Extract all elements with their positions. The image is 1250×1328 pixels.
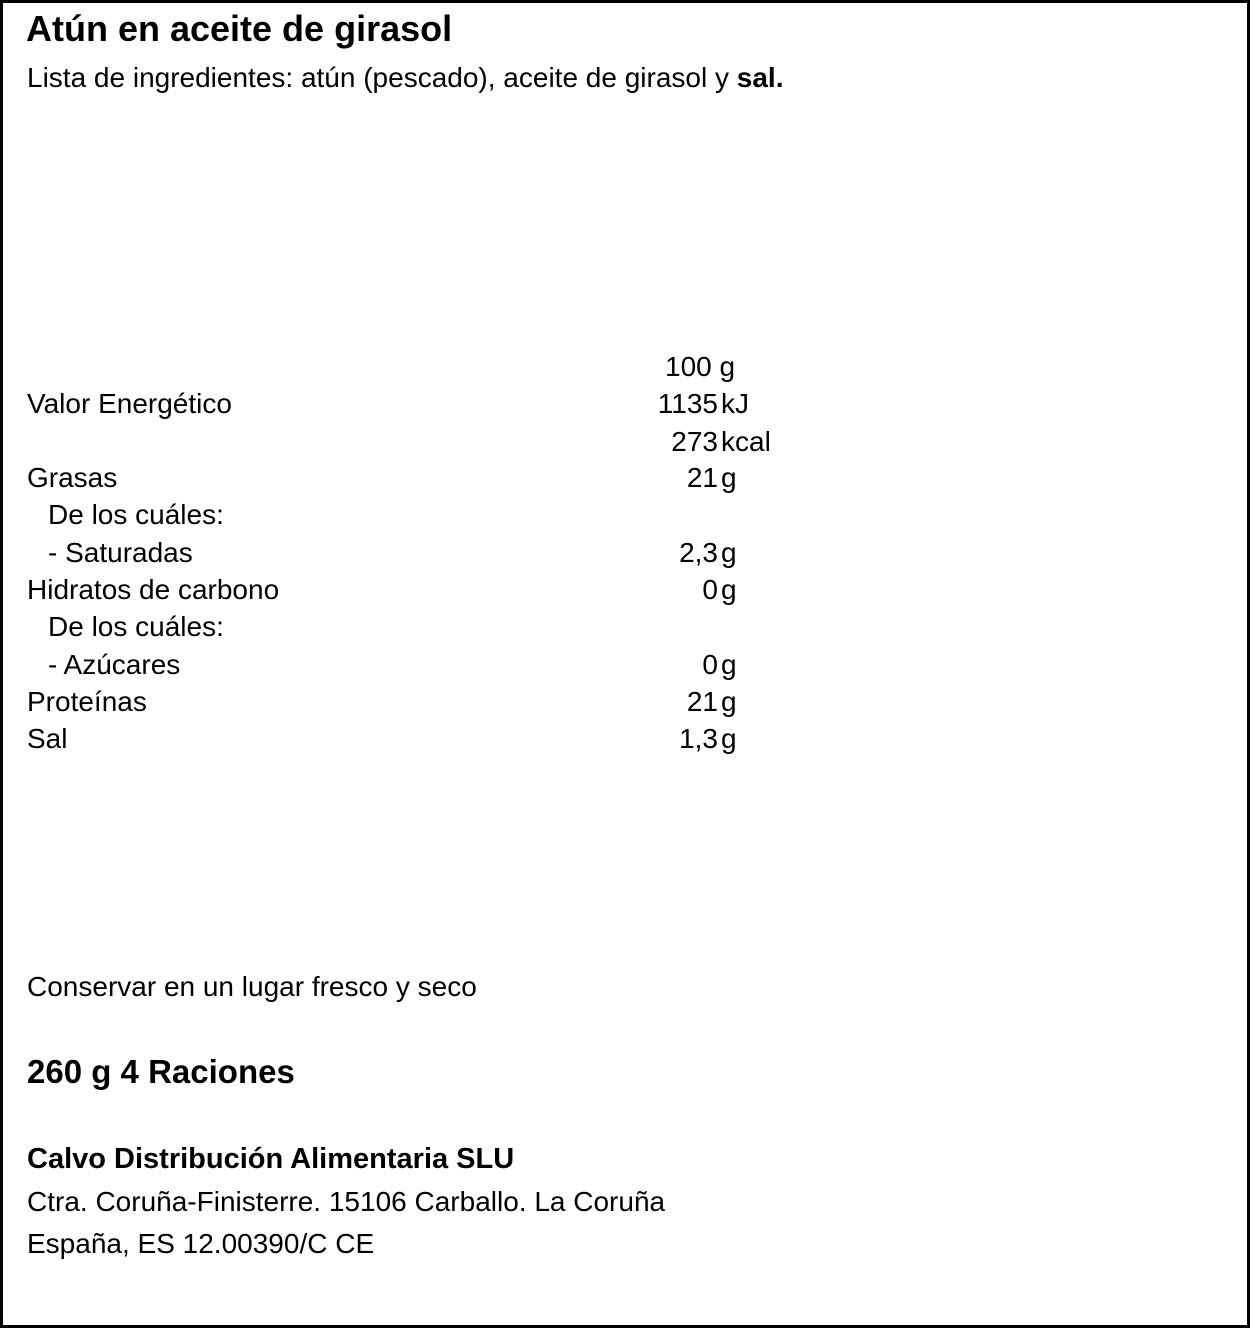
fat-of-which-label: De los cuáles: — [48, 499, 224, 530]
ingredients-allergen: sal. — [736, 62, 784, 93]
carbs-of-which-label: De los cuáles: — [48, 611, 224, 642]
salt-label: Sal — [27, 723, 68, 754]
ingredients-text: Lista de ingredientes: atún (pescado), aceite de girasol y — [27, 62, 737, 93]
fat-label: Grasas — [27, 462, 118, 493]
sugars-unit: g — [721, 649, 737, 680]
ingredients-list — [27, 64, 783, 92]
nutrition-header: 100 g — [665, 351, 736, 382]
fat-value: 21 — [686, 462, 718, 493]
net-weight: 260 g 4 Raciones — [27, 1053, 295, 1090]
salt-unit: g — [721, 723, 737, 754]
protein-unit: g — [721, 686, 737, 717]
company-address-line1: Ctra. Coruña-Finisterre. 15106 Carballo. La Coruña — [27, 1186, 666, 1217]
saturates-label: - Saturadas — [48, 537, 193, 568]
saturates-value: 2,3 — [679, 537, 718, 568]
product-title: Atún en aceite de girasol — [26, 8, 453, 49]
saturates-unit: g — [721, 537, 737, 568]
energy-kj-unit: kJ — [721, 388, 749, 419]
energy-kcal-value: 273 — [671, 426, 718, 457]
sugars-label: - Azúcares — [48, 649, 181, 680]
salt-value: 1,3 — [679, 723, 718, 754]
company-address-line2: España, ES 12.00390/C CE — [27, 1228, 375, 1259]
fat-unit: g — [721, 462, 737, 493]
protein-label: Proteínas — [27, 686, 147, 717]
carbs-value: 0 — [702, 574, 718, 605]
protein-value: 21 — [686, 686, 718, 717]
energy-kj-value: 1135 — [657, 388, 718, 419]
energy-kcal-unit: kcal — [721, 426, 771, 457]
carbs-unit: g — [721, 574, 737, 605]
energy-label: Valor Energético — [27, 388, 232, 419]
company-name: Calvo Distribución Alimentaria SLU — [27, 1143, 515, 1175]
storage-instructions: Conservar en un lugar fresco y seco — [27, 971, 477, 1002]
sugars-value: 0 — [702, 649, 718, 680]
carbs-label: Hidratos de carbono — [27, 574, 280, 605]
